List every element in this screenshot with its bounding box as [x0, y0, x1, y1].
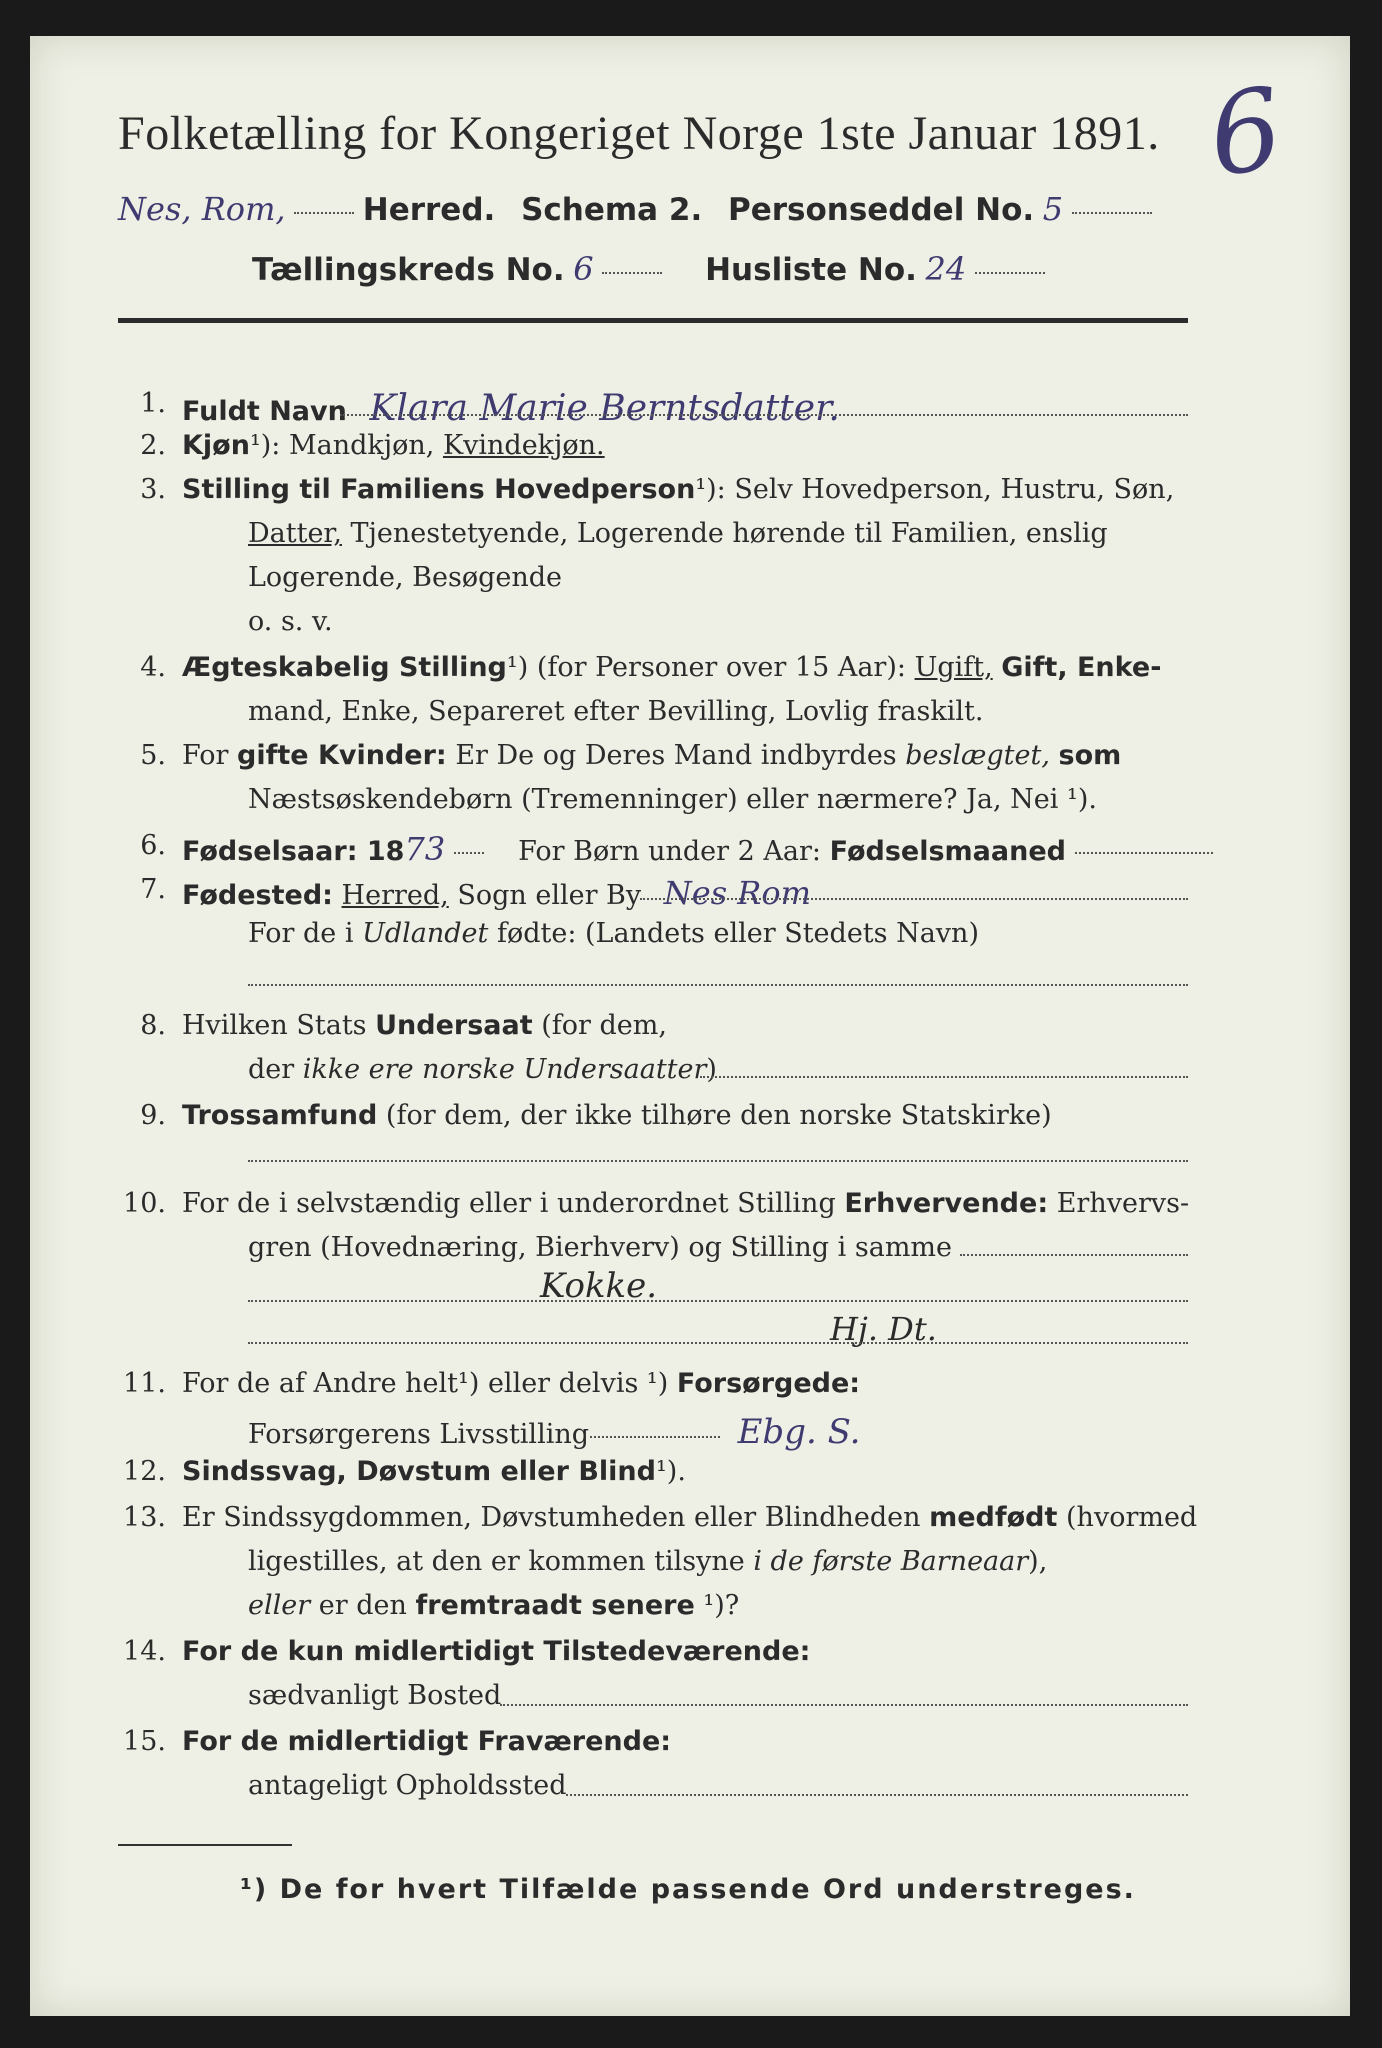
item-number: 15. — [123, 1726, 166, 1757]
item-family-position-line4: o. s. v. — [248, 606, 333, 637]
item-family-position-line3: Logerende, Besøgende — [248, 562, 562, 593]
item-number: 6. — [140, 830, 166, 861]
selected-option: Ugift, — [914, 652, 993, 683]
birthplace-handwritten: Nes Rom — [663, 874, 811, 912]
item-birthplace: Fødested: Herred, Sogn eller By Nes Rom — [182, 874, 811, 912]
birth-year-handwritten: 73 — [404, 830, 446, 868]
item-number: 10. — [123, 1188, 166, 1219]
item-birth-year: Fødselsaar: 1873 For Børn under 2 Aar: Fødselsmaaned — [182, 830, 1213, 868]
item-temporary-present: For de kun midlertidigt Tilstedeværende: — [182, 1636, 811, 1667]
personseddel-label: Personseddel No. — [727, 192, 1035, 228]
item-temporary-absent: For de midlertidigt Fraværende: — [182, 1726, 672, 1757]
answer-line — [700, 1076, 1188, 1078]
item-number: 1. — [140, 388, 166, 419]
item-number: 8. — [140, 1010, 166, 1041]
item-congenital: Er Sindssygdommen, Døvstumheden eller Blindheden medfødt (hvormed — [182, 1502, 1198, 1533]
provider-handwritten: Ebg. S. — [737, 1412, 861, 1452]
item-supported-line2: Forsørgerens Livsstilling Ebg. S. — [248, 1412, 861, 1452]
item-congenital-line3: eller er den fremtraadt senere ¹)? — [248, 1590, 740, 1621]
item-gender: Kjøn¹): Mandkjøn, Kvindekjøn. — [182, 430, 605, 461]
item-birthplace-line2: For de i Udlandet fødte: (Landets eller Stedets Navn) — [248, 918, 979, 949]
personseddel-number: 5 — [1042, 190, 1064, 228]
item-usual-residence: sædvanligt Bosted — [248, 1680, 502, 1711]
item-married-women: For gifte Kvinder: Er De og Deres Mand indbyrdes beslægtet, som — [182, 740, 1122, 771]
item-citizenship: Hvilken Stats Undersaat (for dem, — [182, 1010, 667, 1041]
occupation-note-handwritten: Hj. Dt. — [830, 1310, 937, 1348]
item-supported: For de af Andre helt¹) eller delvis ¹) Forsørgede: — [182, 1368, 861, 1399]
footnote: ¹) De for hvert Tilfælde passende Ord understreges. — [240, 1874, 1136, 1905]
item-number: 7. — [140, 874, 166, 905]
item-congenital-line2: ligestilles, at den er kommen tilsyne i de første Barneaar), — [248, 1546, 1048, 1577]
answer-line — [566, 1794, 1188, 1796]
form-title: Folketælling for Kongeriget Norge 1ste Januar 1891. — [118, 107, 1160, 160]
item-married-women-line2: Næstsøskendebørn (Tremenninger) eller nærmere? Ja, Nei ¹). — [248, 784, 1097, 815]
header-line-kreds — [252, 250, 1045, 288]
husliste-label: Husliste No. — [705, 252, 917, 288]
selected-option: Herred, — [341, 880, 449, 911]
item-number: 4. — [140, 652, 166, 683]
answer-line — [248, 1160, 1188, 1162]
footnote-rule — [118, 1844, 292, 1846]
item-family-position: Stilling til Familiens Hovedperson¹): Selv Hovedperson, Hustru, Søn, — [182, 474, 1175, 505]
answer-line — [248, 1300, 1188, 1302]
item-occupation: For de i selvstændig eller i underordnet Stilling Erhvervende: Erhvervs- — [182, 1188, 1190, 1219]
item-number: 2. — [140, 430, 166, 461]
item-family-position-line2: Datter, Tjenestetyende, Logerende hørende til Familien, enslig — [248, 518, 1108, 549]
selected-option: Kvindekjøn. — [442, 430, 605, 461]
item-full-name: Fuldt Navn Klara Marie Berntsdatter. — [182, 388, 840, 429]
answer-line — [248, 1342, 1188, 1344]
full-name-handwritten: Klara Marie Berntsdatter. — [369, 388, 840, 429]
selected-option: Datter, — [248, 518, 342, 549]
header-rule — [118, 318, 1188, 323]
item-number: 9. — [140, 1100, 166, 1131]
schema-label: Schema 2. — [521, 192, 703, 228]
item-religion: Trossamfund (for dem, der ikke tilhøre den norske Statskirke) — [182, 1100, 1052, 1131]
municipality-handwritten: Nes, Rom, — [118, 190, 286, 228]
item-number: 14. — [123, 1636, 166, 1667]
item-marital-status: Ægteskabelig Stilling¹) (for Personer over 15 Aar): Ugift, Gift, Enke- — [182, 652, 1162, 683]
answer-line — [960, 1254, 1188, 1256]
item-number: 3. — [140, 474, 166, 505]
answer-line — [640, 898, 1188, 900]
header-line-herred — [118, 190, 1152, 228]
item-disability: Sindssvag, Døvstum eller Blind¹). — [182, 1456, 686, 1487]
herred-label: Herred. — [362, 192, 496, 228]
page-mark: 6 — [1201, 63, 1290, 203]
item-occupation-line2: gren (Hovednæring, Bierhverv) og Stilling i samme — [248, 1232, 953, 1263]
item-probable-location: antageligt Opholdssted — [248, 1770, 567, 1801]
kreds-number: 6 — [573, 250, 594, 288]
item-citizenship-line2: der ikke ere norske Undersaatter) — [248, 1054, 717, 1085]
answer-line — [340, 414, 1188, 416]
item-number: 5. — [140, 740, 166, 771]
answer-line — [590, 1436, 720, 1438]
husliste-number: 24 — [925, 250, 967, 288]
occupation-handwritten: Kokke. — [540, 1266, 658, 1306]
kreds-label: Tællingskreds No. — [252, 252, 565, 288]
item-marital-status-line2: mand, Enke, Separeret efter Bevilling, Lovlig fraskilt. — [248, 696, 984, 727]
item-number: 11. — [123, 1368, 166, 1399]
item-number: 13. — [123, 1502, 166, 1533]
answer-line — [248, 984, 1188, 986]
item-number: 12. — [123, 1456, 166, 1487]
answer-line — [500, 1704, 1188, 1706]
